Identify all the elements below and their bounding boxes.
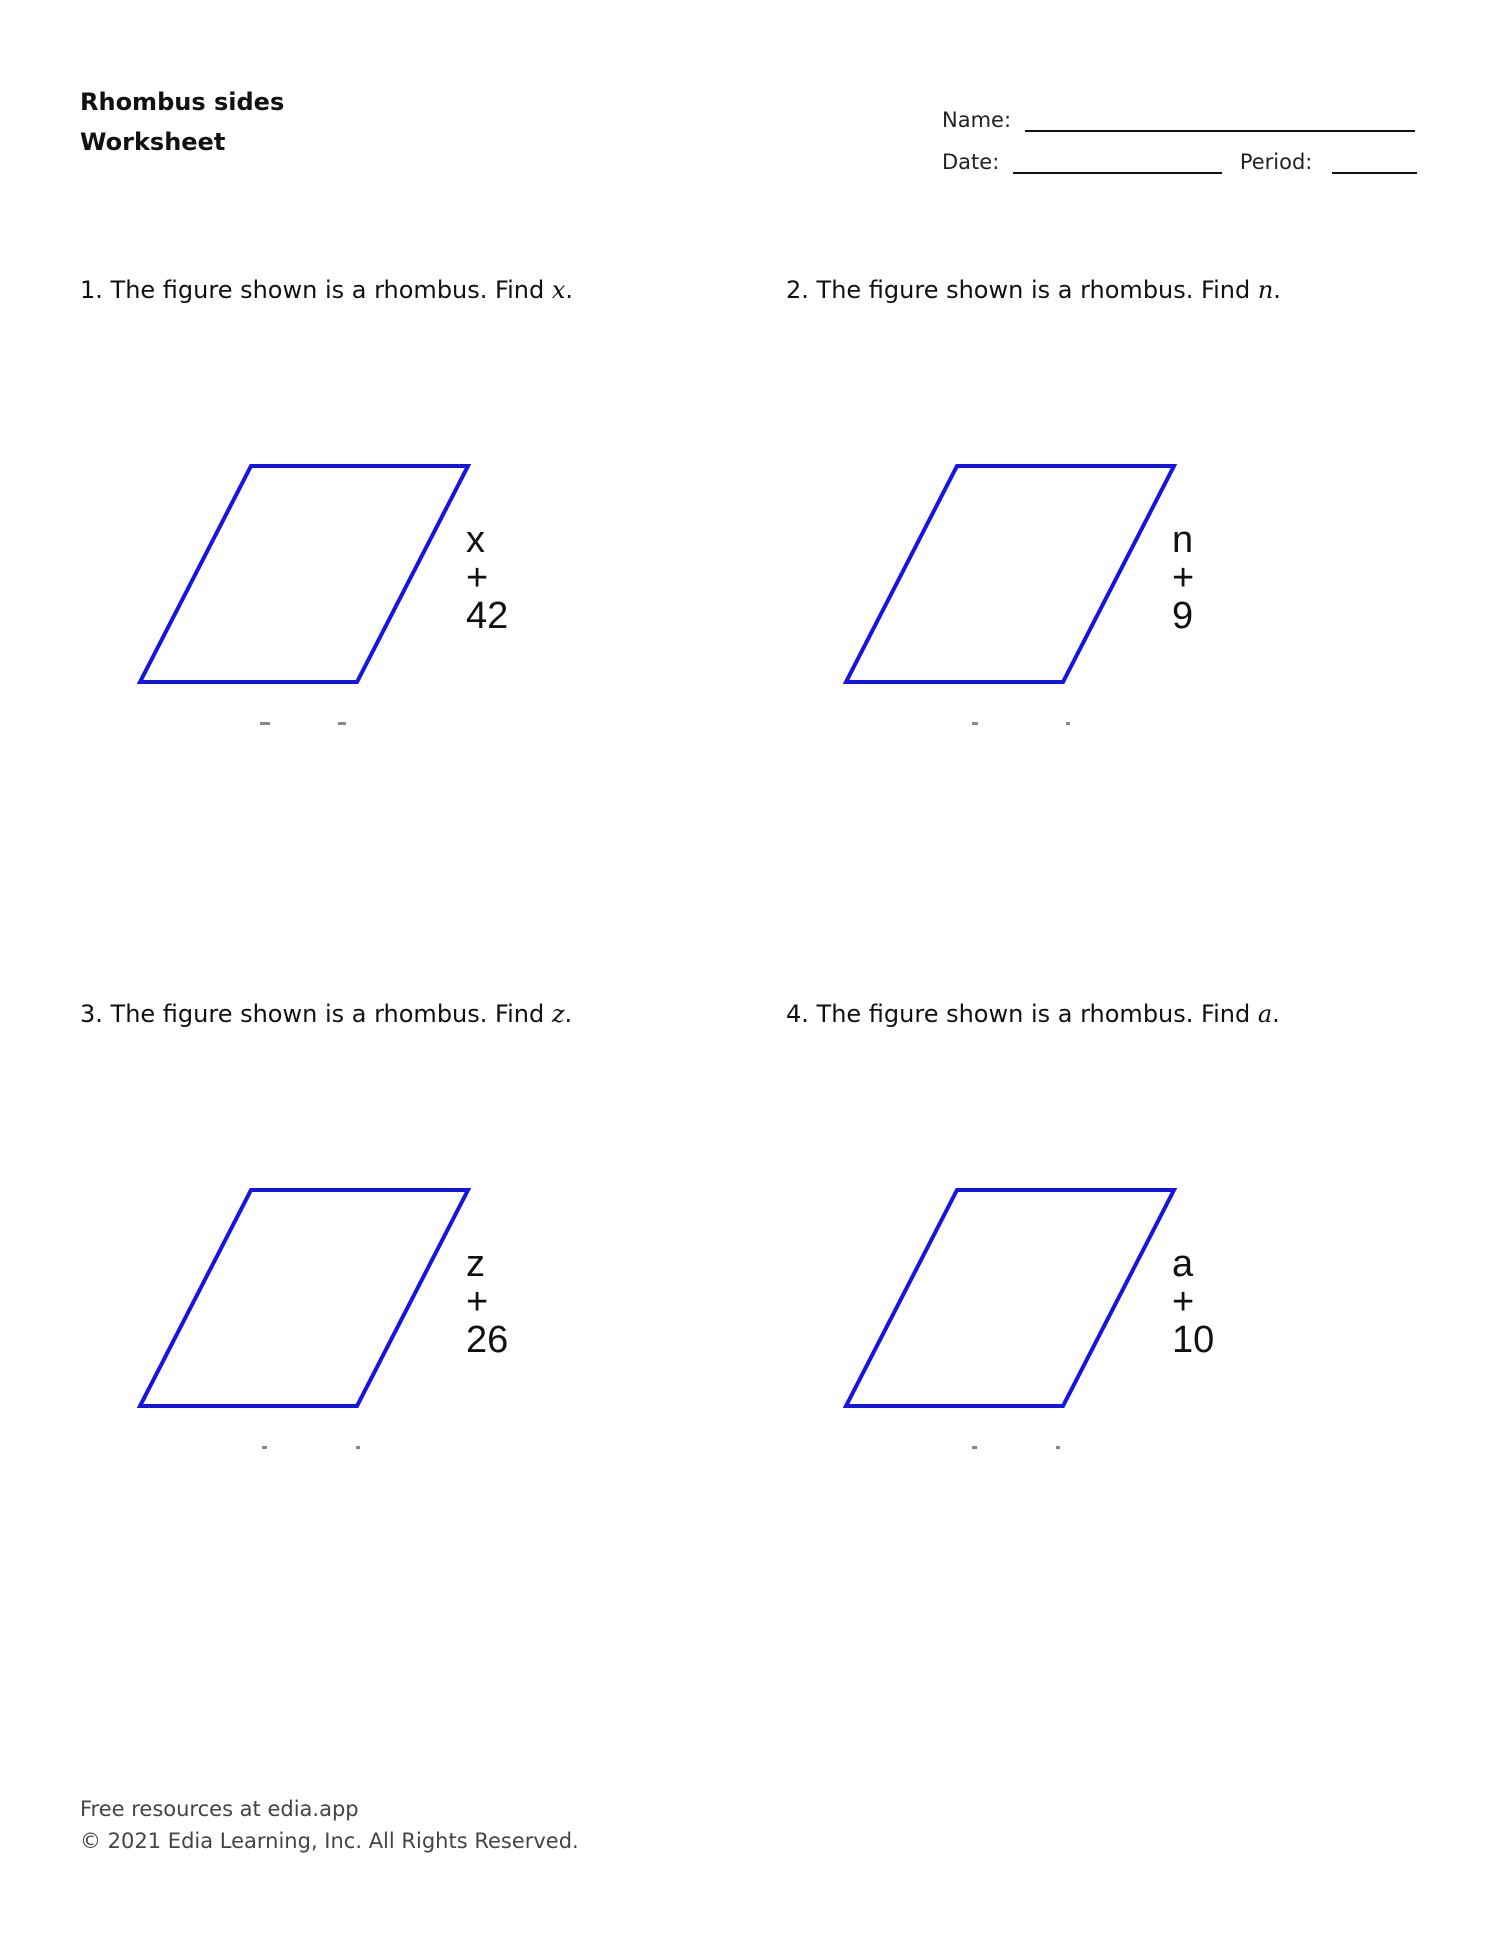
footer: [80, 1793, 579, 1857]
student-info: [942, 90, 1417, 174]
side-label-2-var: n: [1172, 519, 1194, 561]
side-label-4-num: 10: [1172, 1319, 1215, 1361]
date-blank-line[interactable]: [1013, 148, 1222, 174]
question-4-prefix: 4. The figure shown is a rhombus. Find: [786, 1000, 1258, 1028]
question-4-text: [786, 1000, 1486, 1028]
question-4-variable: a: [1257, 1000, 1273, 1028]
side-label-4-op: +: [1172, 1281, 1195, 1323]
side-label-3: [466, 1245, 508, 1359]
side-label-4: [1172, 1245, 1214, 1359]
side-label-1-var: x: [466, 519, 485, 561]
title-line-1: Rhombus sides: [80, 88, 285, 116]
rhombus-shape-4: [846, 1190, 1174, 1406]
question-1-text: [80, 276, 780, 304]
question-4: [786, 1000, 1486, 1361]
date-period-row: [942, 132, 1417, 174]
rhombus-figure-2: [826, 456, 1186, 696]
footer-resources-text: Free resources at edia.app: [80, 1797, 359, 1821]
side-label-3-op: +: [466, 1281, 489, 1323]
name-blank-line[interactable]: [1025, 106, 1415, 132]
question-2-suffix: .: [1273, 276, 1281, 304]
side-label-2: [1172, 521, 1194, 635]
side-label-2-num: 9: [1172, 595, 1194, 637]
question-2: [786, 276, 1486, 637]
question-4-suffix: .: [1272, 1000, 1280, 1028]
question-1-variable: x: [551, 276, 566, 304]
period-label: Period:: [1239, 150, 1313, 174]
footer-copyright-text: © 2021 Edia Learning, Inc. All Rights Reserved.: [80, 1829, 579, 1853]
worksheet-title: [80, 82, 284, 162]
name-row: [942, 90, 1417, 132]
rhombus-figure-1: [120, 456, 480, 696]
question-1: [80, 276, 780, 637]
rhombus-shape-1: [140, 466, 468, 682]
rhombus-figure-4: [826, 1180, 1186, 1420]
side-label-1: [466, 521, 508, 635]
rhombus-shape-2: [846, 466, 1174, 682]
question-2-prefix: 2. The figure shown is a rhombus. Find: [786, 276, 1258, 304]
clipped-bottom-label-3: [180, 1446, 420, 1450]
question-3-variable: z: [551, 1000, 565, 1028]
side-label-3-var: z: [466, 1243, 485, 1285]
side-label-2-op: +: [1172, 557, 1195, 599]
side-label-4-var: a: [1172, 1243, 1194, 1285]
clipped-bottom-label-2: [886, 722, 1126, 726]
question-1-suffix: .: [565, 276, 574, 304]
clipped-bottom-label-4: [886, 1446, 1126, 1450]
question-1-prefix: 1. The figure shown is a rhombus. Find: [80, 276, 552, 304]
clipped-bottom-label-1: [180, 722, 420, 726]
question-3-text: [80, 1000, 780, 1028]
rhombus-figure-3: [120, 1180, 480, 1420]
name-label: Name:: [942, 108, 1012, 132]
question-3: [80, 1000, 780, 1361]
side-label-3-num: 26: [466, 1319, 509, 1361]
side-label-1-op: +: [466, 557, 489, 599]
question-3-prefix: 3. The figure shown is a rhombus. Find: [80, 1000, 552, 1028]
rhombus-shape-3: [140, 1190, 468, 1406]
question-3-suffix: .: [564, 1000, 573, 1028]
question-2-text: [786, 276, 1486, 304]
period-blank-line[interactable]: [1332, 148, 1417, 174]
title-line-2: Worksheet: [80, 128, 226, 156]
side-label-1-num: 42: [466, 595, 509, 637]
question-2-variable: n: [1257, 276, 1274, 304]
date-label: Date:: [942, 150, 1000, 174]
